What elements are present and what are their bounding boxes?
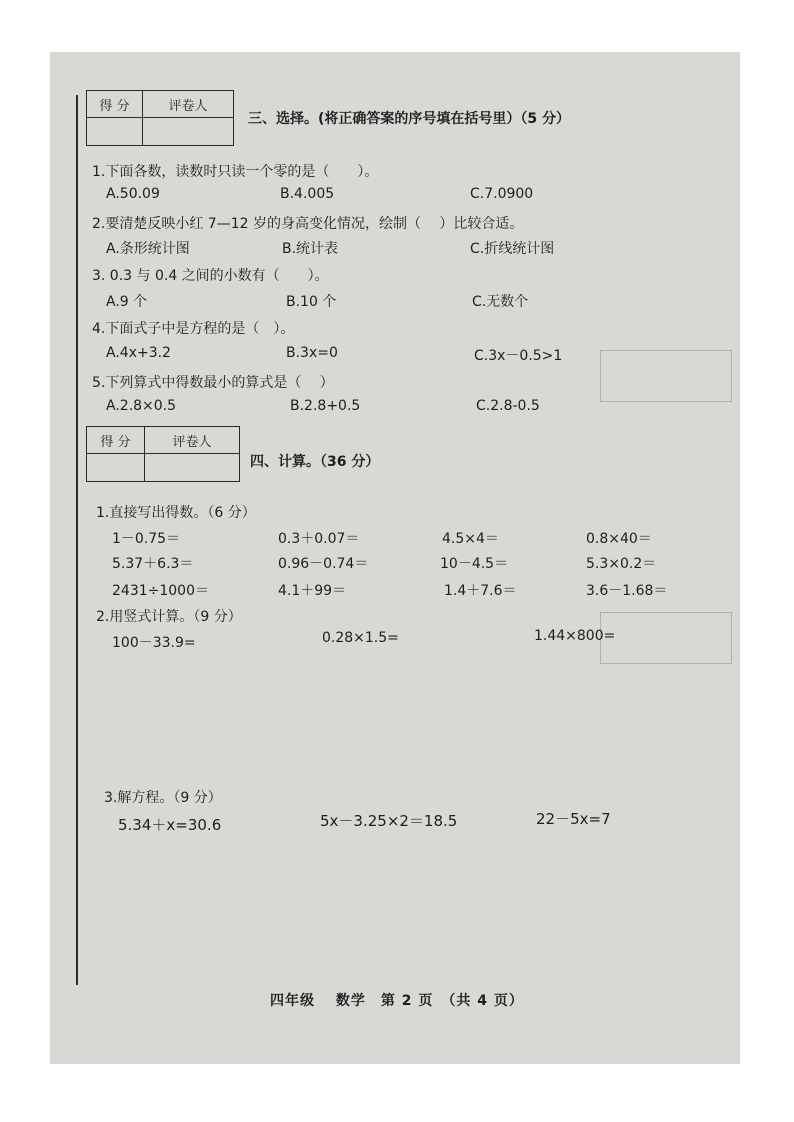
mental-calc: 2431÷1000＝ [112, 583, 209, 599]
option-2c: C.折线统计图 [470, 241, 555, 257]
equation: 5.34＋x=30.6 [118, 816, 222, 834]
page-footer: 四年级 数学 第 2 页 （共 4 页） [270, 993, 524, 1009]
mental-calc: 0.3＋0.07＝ [278, 531, 360, 547]
option-1a: A.50.09 [106, 186, 160, 202]
score-label: 得 分 [87, 427, 145, 454]
mental-calc: 3.6－1.68＝ [586, 583, 668, 599]
mental-calc: 5.3×0.2＝ [586, 556, 657, 572]
question-3: 3. 0.3 与 0.4 之间的小数有（ ）。 [92, 268, 329, 284]
vertical-calc: 1.44×800= [534, 628, 616, 644]
bleed-through-box [600, 612, 732, 664]
question-4: 4.下面式子中是方程的是（ ）。 [92, 321, 295, 337]
score-box-section3 [86, 90, 234, 146]
mental-calc: 10－4.5＝ [440, 556, 509, 572]
option-1c: C.7.0900 [470, 186, 534, 202]
option-4a: A.4x+3.2 [106, 345, 171, 361]
option-5c: C.2.8-0.5 [476, 398, 540, 414]
mental-calc: 0.96－0.74＝ [278, 556, 369, 572]
mental-calc: 1－0.75＝ [112, 531, 181, 547]
grader-field[interactable] [143, 118, 233, 145]
option-2b: B.统计表 [282, 241, 339, 257]
option-3b: B.10 个 [286, 294, 337, 310]
option-3a: A.9 个 [106, 294, 148, 310]
question-5: 5.下列算式中得数最小的算式是（ ） [92, 375, 334, 391]
score-field[interactable] [87, 454, 145, 481]
part1-title: 1.直接写出得数。（6 分） [96, 505, 256, 521]
binding-margin-line [76, 95, 78, 985]
grader-label: 评卷人 [143, 91, 233, 118]
score-box-section4 [86, 426, 240, 482]
vertical-calc: 100－33.9= [112, 635, 196, 651]
vertical-calc: 0.28×1.5= [322, 630, 399, 646]
option-2a: A.条形统计图 [106, 241, 190, 257]
part3-title: 3.解方程。（9 分） [104, 790, 222, 806]
score-label: 得 分 [87, 91, 143, 118]
score-field[interactable] [87, 118, 143, 145]
equation: 22－5x=7 [536, 810, 611, 828]
option-1b: B.4.005 [280, 186, 335, 202]
option-5a: A.2.8×0.5 [106, 398, 177, 414]
grader-label: 评卷人 [145, 427, 239, 454]
mental-calc: 0.8×40＝ [586, 531, 652, 547]
equation: 5x－3.25×2＝18.5 [320, 812, 458, 830]
option-3c: C.无数个 [472, 294, 529, 310]
part2-title: 2.用竖式计算。（9 分） [96, 609, 242, 625]
option-4b: B.3x=0 [286, 345, 338, 361]
mental-calc: 1.4＋7.6＝ [444, 583, 517, 599]
mental-calc: 4.5×4＝ [442, 531, 499, 547]
option-4c: C.3x－0.5>1 [474, 348, 563, 364]
question-1: 1.下面各数，读数时只读一个零的是（ ）。 [92, 164, 379, 180]
mental-calc: 5.37＋6.3＝ [112, 556, 194, 572]
option-5b: B.2.8+0.5 [290, 398, 361, 414]
mental-calc: 4.1＋99＝ [278, 583, 347, 599]
grader-field[interactable] [145, 454, 239, 481]
question-2: 2.要清楚反映小红 7—12 岁的身高变化情况，绘制（ ）比较合适。 [92, 216, 524, 232]
bleed-through-box [600, 350, 732, 402]
section4-title: 四、计算。（36 分） [250, 454, 380, 470]
section3-title: 三、选择。(将正确答案的序号填在括号里）（5 分） [248, 111, 571, 127]
